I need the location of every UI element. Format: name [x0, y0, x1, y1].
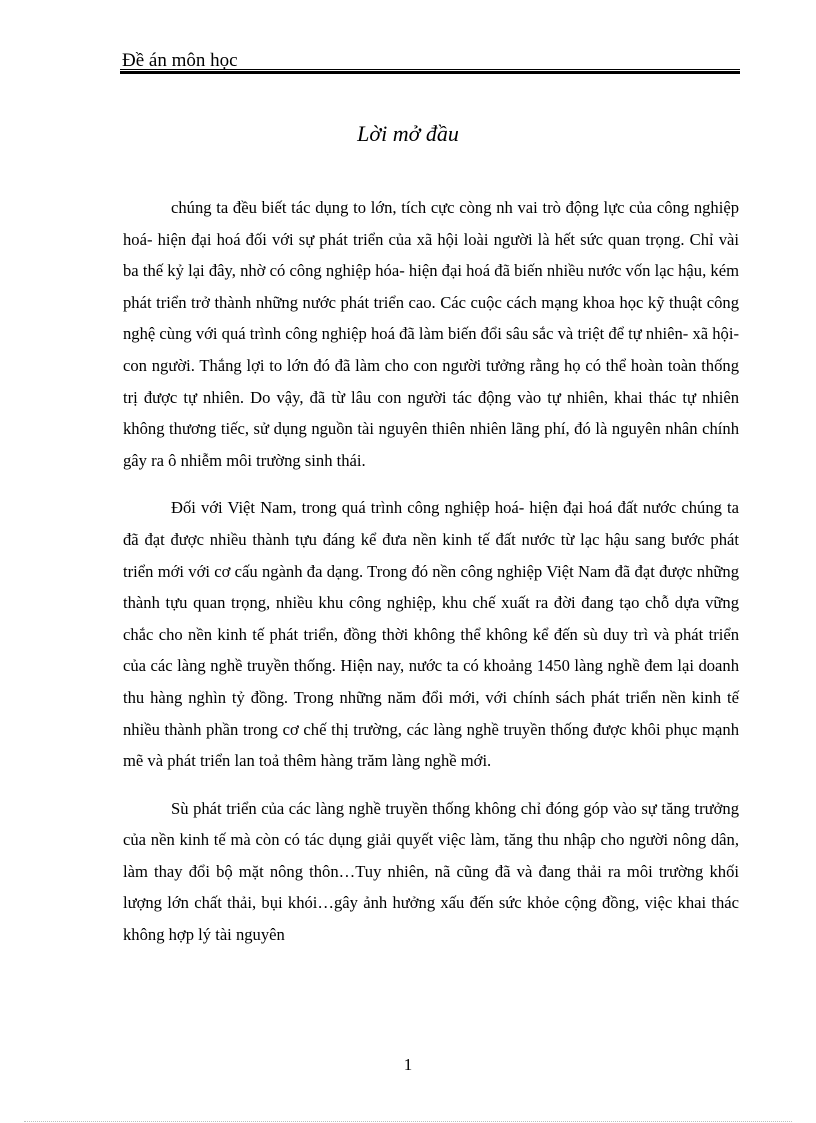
header-title: Đề án môn học: [122, 50, 238, 71]
footer-divider: [24, 1121, 792, 1122]
document-title: Lời mở đầu: [357, 121, 459, 146]
paragraph-1: chúng ta đều biết tác dụng to lớn, tích cực còng nh vai trò động lực của công nghiệp hoá- hiện đại hoá đối với sự phát triển của xã hội loài người là hết sức quan trọng. Chỉ vài ba thế kỷ lại đây, nhờ có công nghiệp hóa- hiện đại hoá đã biến nhiều nước vốn lạc hậu, kém phát triển trở thành những nước phát triển cao. Các cuộc cách mạng khoa học kỹ thuật công nghệ cùng với quá trình công nghiệp hoá đã làm biến đổi sâu sắc và triệt để tự nhiên- xã hội- con người. Thắng lợi to lớn đó đã làm cho con người tưởng rằng họ có thể hoàn toàn thống trị được tự nhiên. Do vậy, đã từ lâu con người tác động vào tự nhiên, khai thác tự nhiên không thương tiếc, sử dụng nguồn tài nguyên thiên nhiên lãng phí, đó là nguyên nhân chính gây ra ô nhiễm môi trường sinh thái.: [123, 198, 739, 470]
paragraph-2: Đối với Việt Nam, trong quá trình công nghiệp hoá- hiện đại hoá đất nước chúng ta đã đạt được nhiều thành tựu đáng kể đưa nền kinh tế đất nước từ lạc hậu sang bước phát triển mới với cơ cấu ngành đa dạng. Trong đó nền công nghiệp Việt Nam đã đạt được những thành tựu quan trọng, nhiều khu công nghiệp, khu chế xuất ra đời đang tạo chỗ dựa vững chắc cho nền kinh tế phát triển, đồng thời không thể không kể đến sù duy trì và phát triển của các làng nghề truyền thống. Hiện nay, nước ta có khoảng 1450 làng nghề đem lại doanh thu hàng nghìn tỷ đồng. Trong những năm đổi mới, với chính sách phát triển nền kinh tế nhiều thành phần trong cơ chế thị trường, các làng nghề truyền thống được khôi phục mạnh mẽ và phát triển lan toả thêm hàng trăm làng nghề mới.: [123, 498, 739, 771]
paragraph-3: Sù phát triển của các làng nghề truyền thống không chỉ đóng góp vào sự tăng trưởng của nền kinh tế mà còn có tác dụng giải quyết việc làm, tăng thu nhập cho người nông dân, làm thay đổi bộ mặt nông thôn…Tuy nhiên, nã cũng đã và đang thải ra môi trường khối lượng lớn chất thải, bụi khói…gây ảnh hưởng xấu đến sức khỏe cộng đồng, việc khai thác không hợp lý tài nguyên: [123, 798, 739, 945]
document-body: [123, 192, 739, 967]
header-rule-thin: [120, 69, 740, 70]
page-number: 1: [403, 1055, 413, 1074]
header-rule-thick: [120, 71, 740, 74]
